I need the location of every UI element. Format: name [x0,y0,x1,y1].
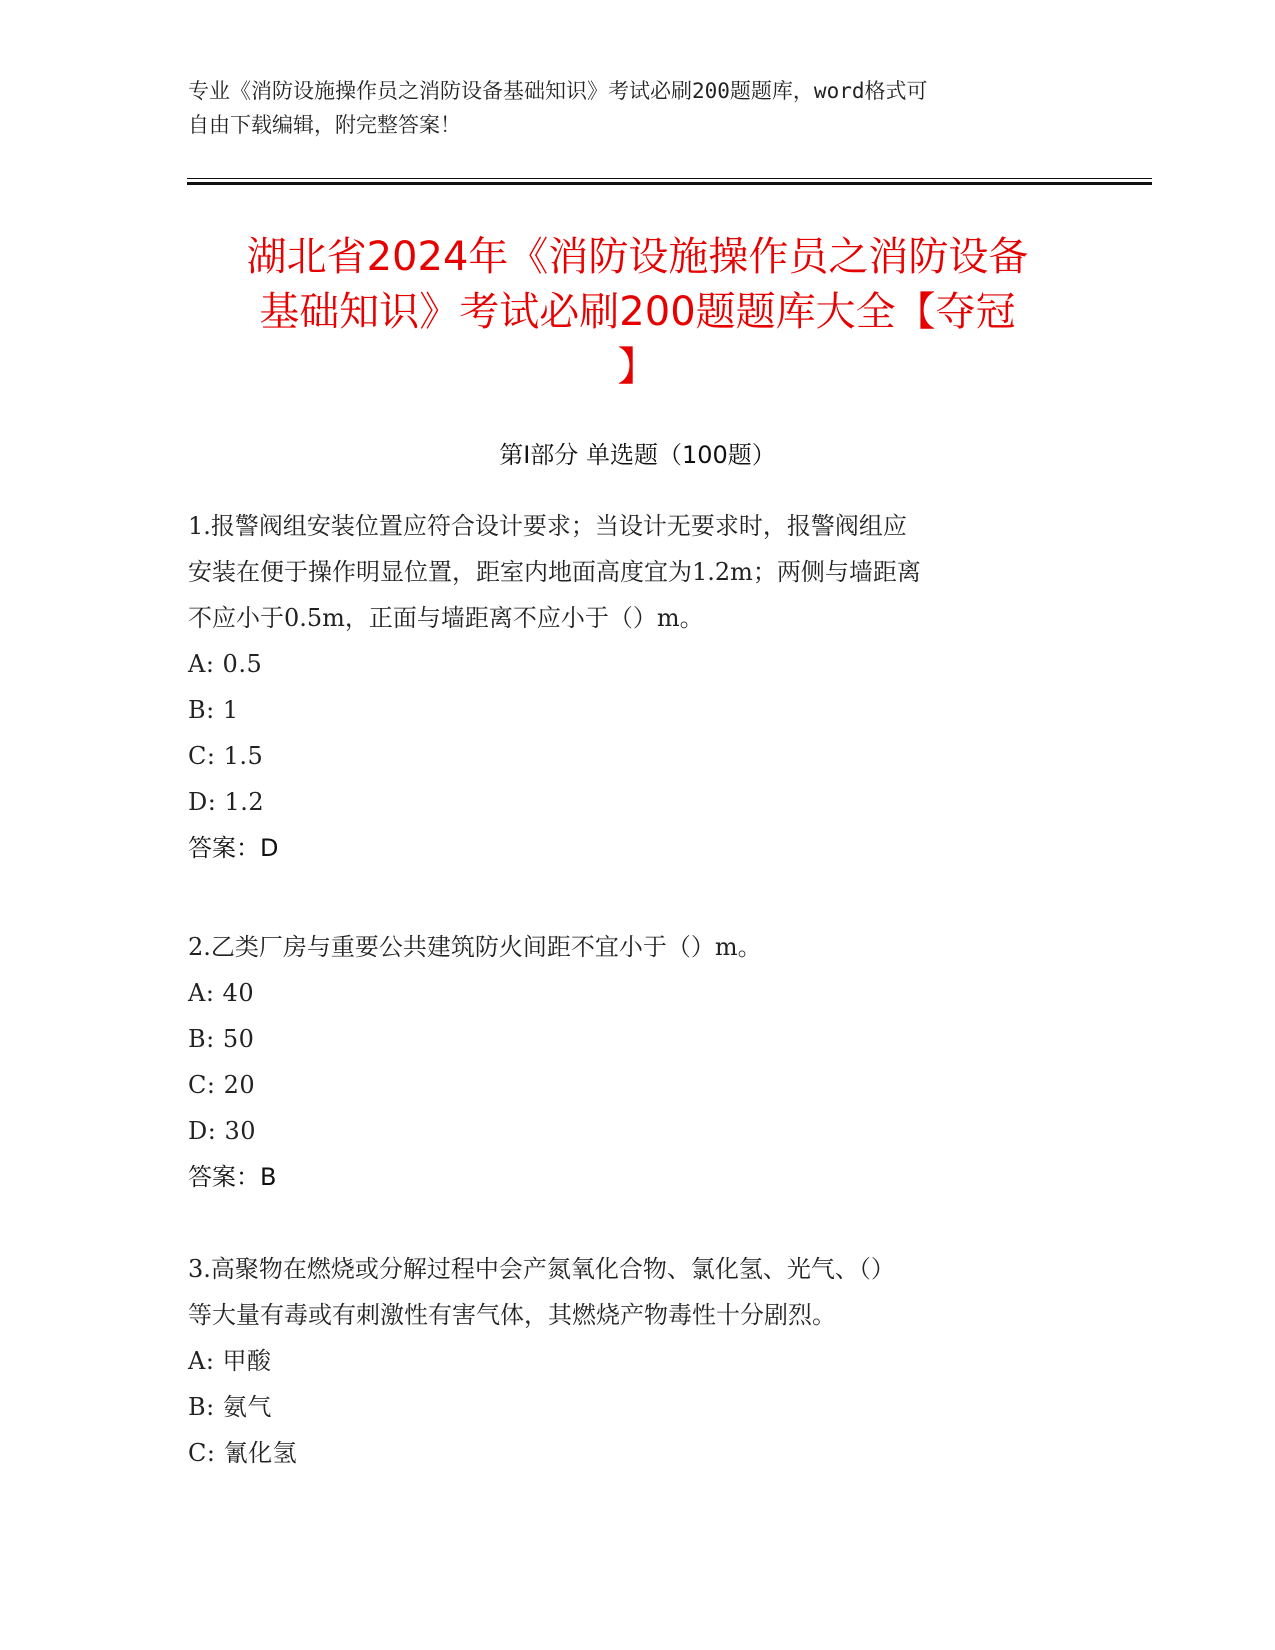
answer: 答案：D [188,834,279,862]
header-divider-thin [187,178,1152,179]
title-line: 基础知识》考试必刷200题题库大全【夺冠 [259,289,1016,335]
option-c: C: 1.5 [188,742,264,770]
question-text-line: 2.乙类厂房与重要公共建筑防火间距不宜小于（）m。 [188,933,762,961]
option-b: B: 1 [188,696,239,724]
option-b: B: 氨气 [188,1393,272,1421]
option-a: A: 甲酸 [188,1347,272,1375]
header-divider-thick [187,182,1152,185]
header-note-line: 专业《消防设施操作员之消防设备基础知识》考试必刷200题题库，word格式可 [188,79,928,103]
option-a: A: 40 [188,979,255,1007]
question-2 [188,924,1068,1200]
header-note-line: 自由下载编辑，附完整答案！ [188,113,461,137]
question-1 [188,503,1068,871]
section-title: 第I部分 单选题（100题） [499,441,776,469]
document-title [160,230,1115,395]
option-d: D: 1.2 [188,788,265,816]
question-text-line: 安装在便于操作明显位置，距室内地面高度宜为1.2m；两侧与墙距离 [188,558,921,586]
answer: 答案：B [188,1163,277,1191]
header-note [188,74,1068,142]
question-text-line: 3.高聚物在燃烧或分解过程中会产氮氧化合物、氯化氢、光气、（） [188,1255,895,1283]
option-d: D: 30 [188,1117,256,1145]
title-line: 湖北省2024年《消防设施操作员之消防设备 [246,234,1029,280]
question-3 [188,1246,1068,1476]
option-b: B: 50 [188,1025,255,1053]
question-text-line: 等大量有毒或有刺激性有害气体，其燃烧产物毒性十分剧烈。 [188,1301,836,1329]
option-c: C: 20 [188,1071,256,1099]
option-c: C: 氰化氢 [188,1439,298,1467]
question-text-line: 1.报警阀组安装位置应符合设计要求；当设计无要求时，报警阀组应 [188,512,907,540]
option-a: A: 0.5 [188,650,263,678]
title-line: 】 [617,344,658,390]
question-text-line: 不应小于0.5m，正面与墙距离不应小于（）m。 [188,604,704,632]
